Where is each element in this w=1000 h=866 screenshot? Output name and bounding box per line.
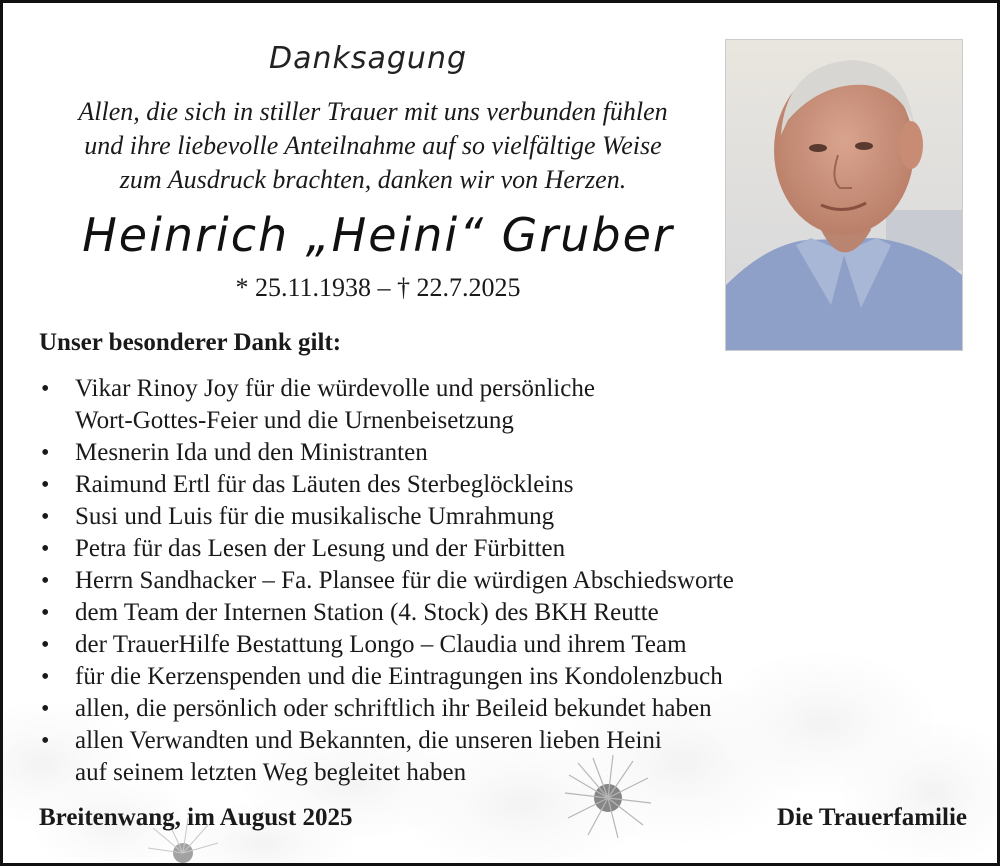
intro-line: Allen, die sich in stiller Trauer mit uns verbunden fühlen <box>78 97 668 126</box>
list-item <box>39 373 939 437</box>
list-item <box>39 469 939 501</box>
life-dates: * 25.11.1938 – † 22.7.2025 <box>235 273 521 302</box>
list-item <box>39 437 939 469</box>
list-item-line: • Vikar Rinoy Joy für die würdevolle und persönliche <box>75 375 595 402</box>
list-item <box>39 565 939 597</box>
list-item-line: • allen Verwandten und Bekannten, die unseren lieben Heini <box>75 727 662 754</box>
list-item-line: Wort-Gottes-Feier und die Urnenbeisetzung <box>75 407 514 434</box>
list-item-line: • der TrauerHilfe Bestattung Longo – Claudia und ihrem Team <box>75 631 687 658</box>
place-date: Breitenwang, im August 2025 <box>39 804 353 831</box>
list-item <box>39 533 939 565</box>
intro-text <box>33 95 713 197</box>
list-item <box>39 501 939 533</box>
list-item <box>39 661 939 693</box>
heading-danksagung: Danksagung <box>269 41 467 76</box>
list-item-line: • Mesnerin Ida und den Ministranten <box>75 439 428 466</box>
thanks-list <box>39 373 939 789</box>
deceased-name: Heinrich „Heini“ Gruber <box>82 208 674 262</box>
list-item-line: • Susi und Luis für die musikalische Umrahmung <box>75 503 555 530</box>
list-item <box>39 693 939 725</box>
intro-line: und ihre liebevolle Anteilnahme auf so vielfältige Weise <box>84 131 662 160</box>
portrait-photo <box>725 39 963 351</box>
list-item-line: auf seinem letzten Weg begleitet haben <box>75 759 467 786</box>
list-item-line: • Raimund Ertl für das Läuten des Sterbeglöckleins <box>75 471 574 498</box>
list-item-line: • Petra für das Lesen der Lesung und der Fürbitten <box>75 535 566 562</box>
intro-line: zum Ausdruck brachten, danken wir von Herzen. <box>119 165 627 194</box>
list-item <box>39 725 939 789</box>
list-item-line: • Herrn Sandhacker – Fa. Plansee für die würdigen Abschiedsworte <box>75 567 734 594</box>
list-item <box>39 629 939 661</box>
list-item <box>39 597 939 629</box>
thanks-title: Unser besonderer Dank gilt: <box>39 329 342 356</box>
signature: Die Trauerfamilie <box>777 804 967 831</box>
list-item-line: • dem Team der Internen Station (4. Stock) des BKH Reutte <box>75 599 659 626</box>
list-item-line: • für die Kerzenspenden und die Eintragungen ins Kondolenzbuch <box>75 663 723 690</box>
list-item-line: • allen, die persönlich oder schriftlich ihr Beileid bekundet haben <box>75 695 712 722</box>
